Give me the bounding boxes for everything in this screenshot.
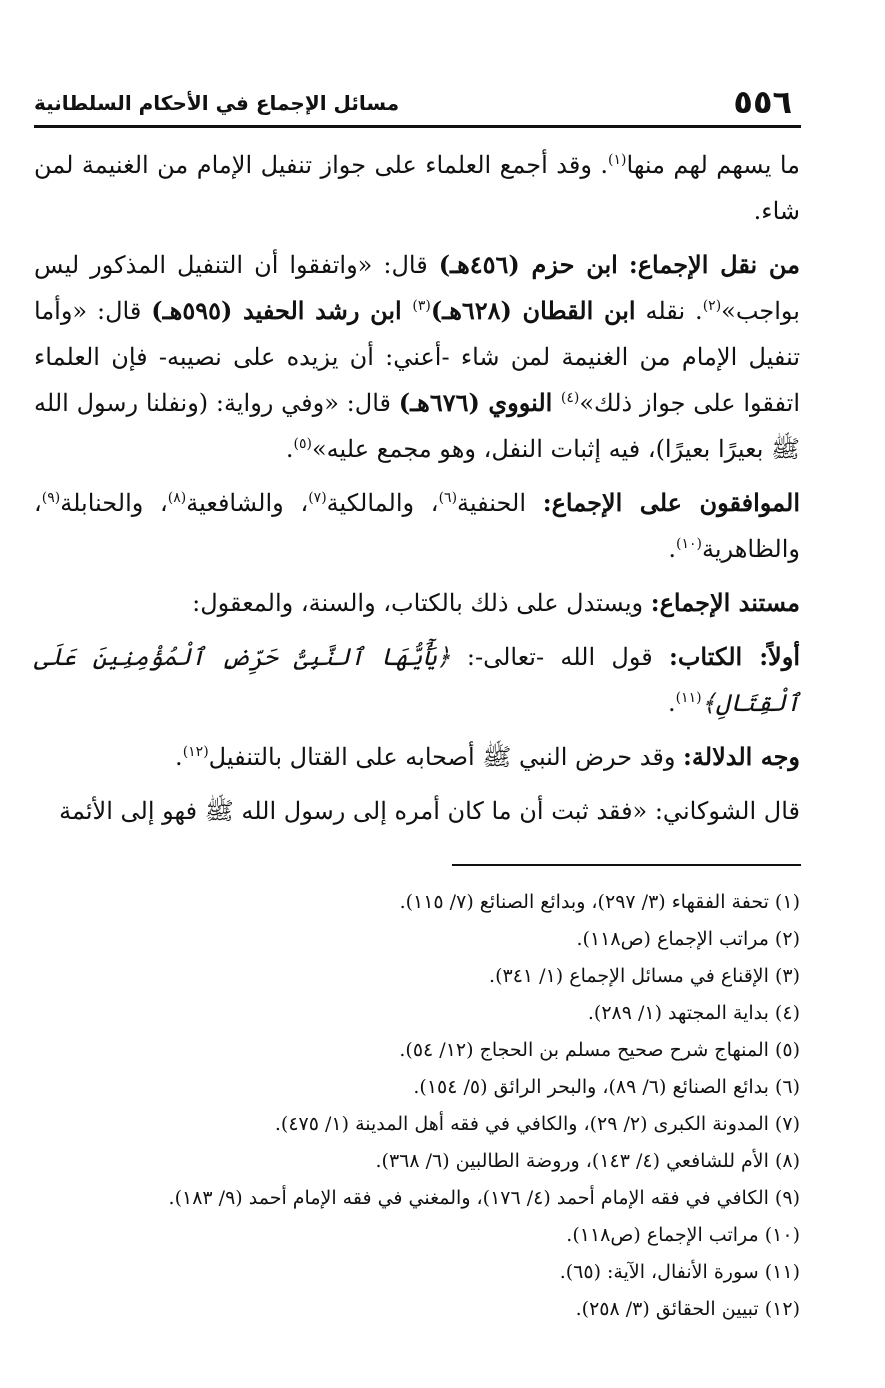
footnote-ref-3: (٣) (412, 298, 431, 314)
footnote-item: (٧) المدونة الكبرى (٢/ ٢٩)، والكافي في فقه أهل المدينة (١/ ٤٧٥). (274, 1113, 800, 1135)
footnote-ref-10: (١٠) (676, 536, 702, 552)
footnote-ref-5: (٥) (293, 436, 312, 452)
page-header (34, 74, 800, 124)
text: وقد حرض النبي ﷺ أصحابه على القتال بالتنفيل (208, 743, 684, 771)
text: الحنفية (457, 489, 543, 517)
text: قال: «وأما تنفيل الإمام من الغنيمة لمن شاء -أعني: أن يزيده على نصيبه- فإن العلماء اتفقوا على جواز ذلك» (34, 297, 801, 417)
text: ، والظاهرية (34, 489, 800, 563)
scholar-name: ابن رشد الحفيد (٥٩٥هـ) (151, 296, 413, 325)
paragraph-ijma-transmitters (34, 242, 800, 472)
paragraph-1 (34, 142, 800, 234)
scholar-name: النووي (٦٧٦هـ) (398, 388, 561, 417)
text: . (668, 535, 676, 563)
quran-verse: ﴿يَٰٓأَيُّهَا ٱلنَّبِىُّ حَرِّضِ ٱلْمُؤْمِنِينَ عَلَى ٱلْقِتَالِ﴾ (34, 643, 800, 717)
paragraph-shawkani (34, 788, 800, 834)
footnote-ref-1: (١) (608, 152, 627, 168)
text: ما يسهم لهم منها (626, 151, 800, 179)
header-rule (34, 125, 801, 128)
footnote-item: (١٢) تبيين الحقائق (٣/ ٢٥٨). (575, 1298, 800, 1320)
text: ، والشافعية (186, 489, 309, 517)
paragraph-quran-evidence (34, 634, 800, 726)
footnote-separator (452, 864, 801, 866)
text: ، والمالكية (326, 489, 439, 517)
footnote-ref-6: (٦) (438, 490, 458, 506)
footnote-item: (١٠) مراتب الإجماع (ص١١٨). (566, 1224, 800, 1246)
section-heading: الموافقون على الإجماع: (542, 488, 800, 517)
section-heading: أولاً: الكتاب: (668, 642, 801, 671)
text: . نقله (635, 297, 703, 325)
section-heading: مستند الإجماع: (650, 588, 800, 617)
footnote-ref-12: (١٢) (182, 744, 209, 760)
footnote-ref-9: (٩) (41, 490, 61, 506)
footnote-item: (٨) الأم للشافعي (٤/ ١٤٣)، وروضة الطالبين (٦/ ٣٦٨). (375, 1150, 800, 1172)
footnotes (34, 884, 800, 1328)
text: ، والحنابلة (60, 489, 168, 517)
paragraph-basis (34, 580, 800, 626)
text: . (175, 743, 183, 771)
footnote-item: (٩) الكافي في فقه الإمام أحمد (٤/ ١٧٦)، والمغني في فقه الإمام أحمد (٩/ ١٨٣). (168, 1187, 800, 1209)
footnote-ref-8: (٨) (167, 490, 187, 506)
footnote-item: (٤) بداية المجتهد (١/ ٢٨٩). (587, 1002, 800, 1024)
footnote-ref-4: (٤) (560, 390, 580, 406)
text: . وقد أجمع العلماء على جواز تنفيل الإمام من الغنيمة لمن شاء. (34, 151, 800, 225)
footnote-ref-7: (٧) (308, 490, 327, 506)
text: قال الشوكاني: «فقد ثبت أن ما كان أمره إلى رسول الله ﷺ فهو إلى الأئمة (59, 797, 800, 825)
running-title: مسائل الإجماع في الأحكام السلطانية (34, 91, 400, 115)
text: قال: «وفي رواية: (ونفلنا رسول الله ﷺ بعيرًا بعيرًا)، فيه إثبات النفل، وهو مجمع عليه» (34, 389, 800, 463)
footnote-item: (١) تحفة الفقهاء (٣/ ٢٩٧)، وبدائع الصنائع (٧/ ١١٥). (399, 891, 800, 913)
text: . (667, 689, 676, 717)
section-heading: من نقل الإجماع: (628, 250, 801, 279)
paragraph-concurring-schools (34, 480, 800, 572)
text: قال: «واتفقوا أن التنفيل المذكور ليس بواجب» (34, 251, 800, 325)
page-number: ٥٥٦ (733, 83, 792, 121)
footnote-item: (١١) سورة الأنفال، الآية: (٦٥). (559, 1261, 800, 1283)
text: . (285, 435, 294, 463)
footnote-ref-2: (٢) (702, 298, 722, 314)
scholar-name: ابن حزم (٤٥٦هـ) (438, 250, 618, 279)
section-heading: وجه الدلالة: (683, 742, 800, 771)
footnote-item: (٦) بدائع الصنائع (٦/ ٨٩)، والبحر الرائق (٥/ ١٥٤). (413, 1076, 800, 1098)
footnote-ref-11: (١١) (675, 690, 702, 706)
footnote-item: (٣) الإقناع في مسائل الإجماع (١/ ٣٤١). (489, 965, 800, 987)
text: ويستدل على ذلك بالكتاب، والسنة، والمعقول: (192, 589, 651, 617)
main-text (34, 142, 800, 842)
scholar-name: ابن القطان (٦٢٨هـ) (430, 296, 636, 325)
footnote-item: (٥) المنهاج شرح صحيح مسلم بن الحجاج (١٢/ ٥٤). (399, 1039, 800, 1061)
footnote-item: (٢) مراتب الإجماع (ص١١٨). (576, 928, 800, 950)
text: قول الله -تعالى-: (450, 643, 669, 671)
paragraph-indication (34, 734, 800, 780)
